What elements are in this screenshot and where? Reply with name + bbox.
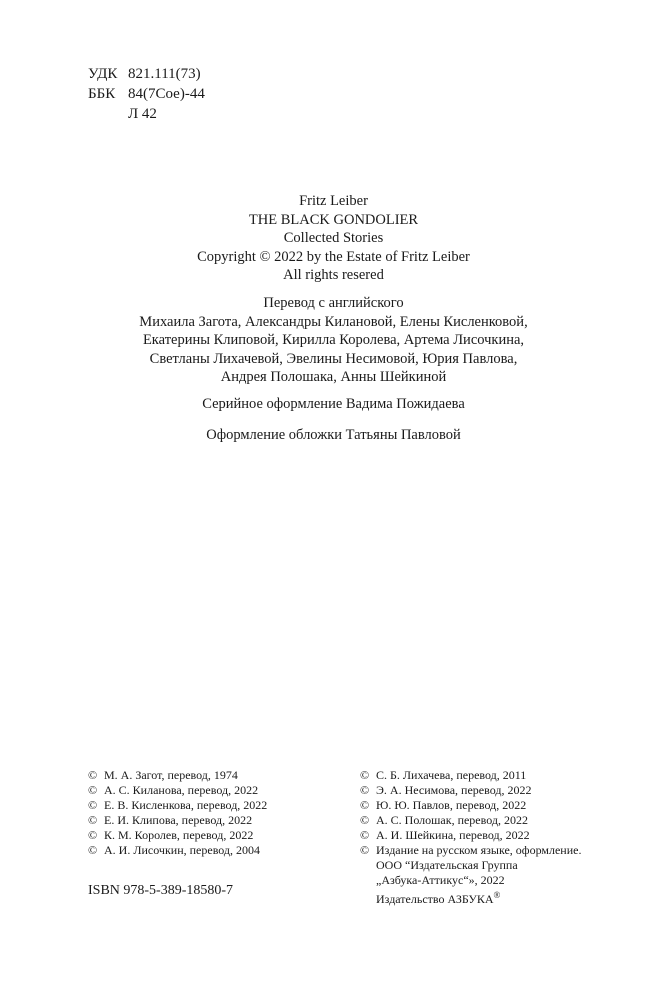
cover-design-text: Оформление обложки Татьяны Павловой (206, 427, 461, 443)
copyrights-right-column (360, 768, 581, 907)
copyright-icon: © (360, 813, 370, 827)
original-copyright: Copyright © 2022 by the Estate of Fritz Leiber (197, 248, 470, 265)
copyright-text: К. М. Королев, перевод, 2022 (104, 828, 254, 842)
copyright-text: Э. А. Несимова, перевод, 2022 (376, 783, 532, 797)
copyright-text: А. С. Полошак, перевод, 2022 (376, 813, 528, 827)
edition-line: „Азбука-Аттикус“», 2022 (376, 873, 505, 887)
copyright-item (360, 813, 581, 828)
translation-line: Перевод с английского (263, 295, 404, 311)
copyright-text: А. И. Шейкина, перевод, 2022 (376, 828, 530, 842)
publisher-line (360, 888, 581, 907)
copyright-item (88, 843, 267, 858)
edition-line: Издание на русском языке, оформление. (376, 843, 582, 857)
series-design-text: Серийное оформление Вадима Пожидаева (202, 396, 465, 412)
translation-line: Светланы Лихачевой, Эвелины Несимовой, Юрия Павлова, (149, 350, 518, 367)
registered-icon: ® (493, 890, 501, 900)
copyright-icon: © (88, 768, 98, 782)
udk-row (88, 64, 205, 84)
copyright-item (88, 783, 267, 798)
copyright-icon: © (88, 843, 98, 857)
copyright-item (360, 798, 581, 813)
original-title: THE BLACK GONDOLIER (248, 211, 419, 228)
bbk-row (88, 84, 205, 104)
copyrights-left-column (88, 768, 267, 858)
bbk-label: ББК (88, 86, 116, 102)
copyright-item (360, 768, 581, 783)
classification-block (88, 64, 205, 124)
original-author: Fritz Leiber (299, 193, 368, 209)
original-subtitle: Collected Stories (283, 230, 384, 247)
copyright-text: А. С. Киланова, перевод, 2022 (104, 783, 259, 797)
copyright-icon: © (360, 843, 370, 857)
copyright-icon: © (88, 783, 98, 797)
cover-design-credit (0, 426, 667, 445)
original-edition-block (0, 192, 667, 285)
udk-value: 821.111(73) (128, 66, 201, 82)
translation-line: Андрея Полошака, Анны Шейкиной (220, 369, 447, 386)
copyright-item (360, 783, 581, 798)
udk-label: УДК (88, 66, 118, 82)
copyright-item (88, 813, 267, 828)
copyright-text: М. А. Загот, перевод, 1974 (104, 768, 238, 782)
edition-line: ООО “Издательская Группа (376, 858, 518, 872)
copyright-item (360, 828, 581, 843)
publisher-name: Издательство АЗБУКА (376, 892, 494, 906)
translation-credits (0, 294, 667, 387)
copyright-text: С. Б. Лихачева, перевод, 2011 (376, 768, 527, 782)
copyright-text: Ю. Ю. Павлов, перевод, 2022 (376, 798, 527, 812)
copyright-icon: © (360, 798, 370, 812)
copyright-text: А. И. Лисочкин, перевод, 2004 (104, 843, 261, 857)
author-mark: Л 42 (128, 106, 157, 122)
bbk-value: 84(7Сое)-44 (128, 86, 205, 102)
series-design-credit (0, 395, 667, 414)
translation-line: Екатерины Клиповой, Кирилла Королева, Артема Лисочкина, (142, 332, 525, 349)
copyright-item (88, 768, 267, 783)
edition-copyright (360, 843, 581, 858)
copyright-text: Е. И. Клипова, перевод, 2022 (104, 813, 253, 827)
original-rights: All rights resered (283, 267, 384, 284)
isbn: ISBN 978-5-389-18580-7 (88, 883, 234, 898)
copyright-item (88, 828, 267, 843)
copyright-icon: © (360, 783, 370, 797)
copyright-icon: © (88, 828, 98, 842)
copyright-text: Е. В. Кисленкова, перевод, 2022 (104, 798, 268, 812)
copyright-icon: © (88, 813, 98, 827)
translation-line: Михаила Загота, Александры Килановой, Елены Кисленковой, (139, 313, 528, 330)
copyright-icon: © (360, 768, 370, 782)
copyright-item (88, 798, 267, 813)
copyright-icon: © (360, 828, 370, 842)
copyright-icon: © (88, 798, 98, 812)
